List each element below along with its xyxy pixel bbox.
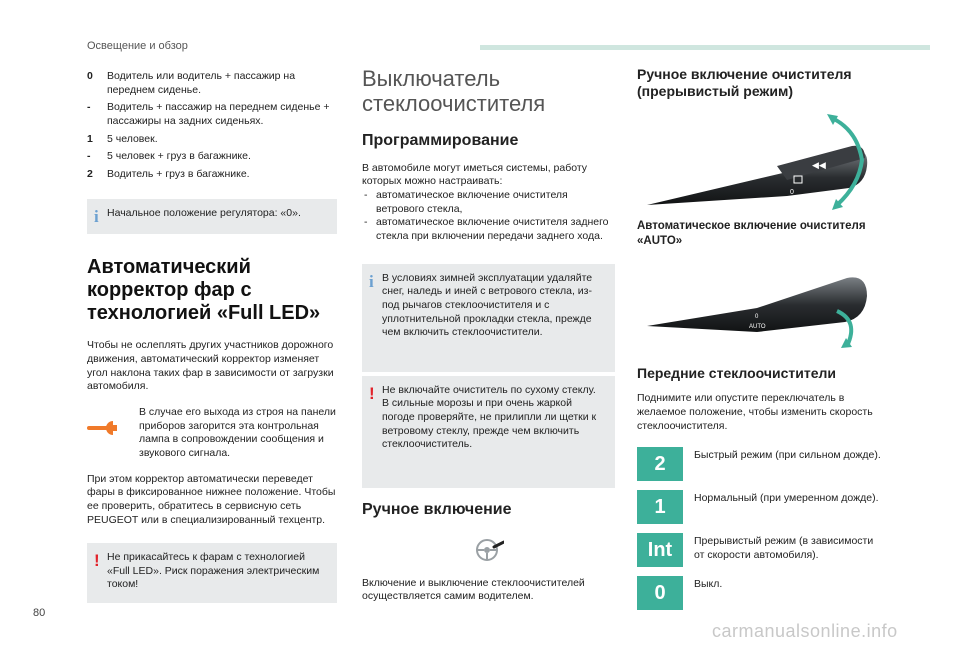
list-item xyxy=(87,150,337,164)
column-wiper-switch xyxy=(362,66,615,604)
stalk-mark-auto: AUTO xyxy=(749,324,766,331)
speed-label: Быстрый режим (при сильном дожде). xyxy=(694,449,881,462)
speed-list xyxy=(637,447,887,617)
paragraph: При этом корректор автоматически переведет фары в фиксированное нижнее положение. Чтобы ее проверить, обратитесь в сервисную сеть PEUGEOT или в специализированный техцентр. xyxy=(87,472,336,526)
list-marker: - xyxy=(87,150,91,163)
svg-text:◀◀: ◀◀ xyxy=(802,278,816,289)
speed-item-normal xyxy=(637,490,884,524)
list-text: 5 человек. xyxy=(107,132,158,145)
note-text: Начальное положение регулятора: «0». xyxy=(107,207,301,220)
warning-icon: ! xyxy=(369,383,375,403)
paragraph: Включение и выключение стеклоочистителей осуществляется самим водителем. xyxy=(362,576,585,603)
speed-badge: 2 xyxy=(637,447,683,481)
warning-note-full-led xyxy=(87,543,337,603)
list-text: Водитель + груз в багажнике. xyxy=(107,167,250,180)
section-title-full-led: Автоматический корректор фар с технологией «Full LED» xyxy=(87,256,321,325)
list-item xyxy=(87,70,337,97)
subsection-title-manual: Ручное включение xyxy=(362,500,512,518)
header-accent-bar xyxy=(480,45,930,50)
stalk-mark-off: 0 xyxy=(755,314,759,321)
subsection-title-programming: Программирование xyxy=(362,131,519,149)
subsection-title-auto: Автоматическое включение очистителя «AUTO» xyxy=(637,219,866,247)
speed-label: Выкл. xyxy=(694,578,723,591)
wrench-icon xyxy=(87,406,139,461)
svg-text:◀◀: ◀◀ xyxy=(812,159,826,170)
list-item xyxy=(87,133,337,147)
list-text: 5 человек + груз в багажнике. xyxy=(107,150,251,163)
page-title: Выключатель стеклоочистителя xyxy=(362,66,546,117)
list-marker: 2 xyxy=(87,167,93,180)
speed-item-off xyxy=(637,576,884,610)
load-list xyxy=(87,70,337,181)
note-text: Не включайте очиститель по сухому стеклу. В сильные морозы и при очень жаркой погоде проверяйте, не прилипли ли щетки к ветровому стеклу, прежде чем включить стеклоочиститель. xyxy=(382,383,597,451)
list-item xyxy=(362,216,615,243)
note-text: Не прикасайтесь к фарам с технологией «Full LED». Риск поражения электрическим током! xyxy=(107,551,320,591)
paragraph: Поднимите или опустите переключатель в желаемое положение, чтобы изменить скорость стеклоочистителя. xyxy=(637,392,873,432)
speed-badge: 0 xyxy=(637,576,683,610)
list-item xyxy=(87,101,337,128)
warning-note-dry-glass xyxy=(362,376,615,488)
steering-wheel-icon xyxy=(474,535,504,565)
paragraph: В случае его выхода из строя на панели приборов загорится эта контрольная лампа в сопровождении сообщения и звукового сигнала. xyxy=(139,406,336,459)
warning-icon: ! xyxy=(94,551,100,571)
column-load-and-headlamps xyxy=(87,70,337,603)
warning-lamp-block xyxy=(87,406,337,461)
column-wiper-modes xyxy=(637,66,887,617)
wiper-stalk-image-auto xyxy=(637,256,887,351)
speed-label: Прерывистый режим (в зависимости от скорости автомобиля). xyxy=(694,535,874,561)
list-text: автоматическое включение очистителя заднего стекла при включении передачи заднего хода. xyxy=(376,216,609,242)
list-item xyxy=(87,168,337,182)
list-item xyxy=(362,189,615,216)
speed-item-fast xyxy=(637,447,884,481)
list-text: Водитель + пассажир на переднем сиденье + пассажиры на задних сиденьях. xyxy=(107,101,330,127)
paragraph: Чтобы не ослеплять других участников дорожного движения, автоматический корректор изменяет угол наклона таких фар в зависимости от загрузки автомобиля. xyxy=(87,339,334,393)
svg-text:0: 0 xyxy=(790,188,794,196)
info-icon: i xyxy=(94,207,99,227)
list-text: Водитель или водитель + пассажир на переднем сиденье. xyxy=(107,70,296,96)
subsection-title-intermittent: Ручное включение очистителя (прерывистый режим) xyxy=(637,66,852,99)
list-marker: 1 xyxy=(87,132,93,145)
speed-badge: 1 xyxy=(637,490,683,524)
speed-label: Нормальный (при умеренном дожде). xyxy=(694,492,879,505)
speed-item-intermittent xyxy=(637,533,884,567)
list-marker: - xyxy=(364,189,368,202)
page-number: 80 xyxy=(33,607,46,619)
info-icon: i xyxy=(369,271,374,291)
watermark: carmanualsonline.info xyxy=(712,621,898,641)
info-note-winter xyxy=(362,264,615,372)
wiper-stalk-image-intermittent xyxy=(637,110,887,215)
speed-badge: Int xyxy=(637,533,683,567)
list-marker: 0 xyxy=(87,70,93,82)
paragraph: В автомобиле могут иметься системы, работу которых можно настраивать: xyxy=(362,161,588,188)
list-text: автоматическое включение очистителя ветрового стекла, xyxy=(376,189,568,215)
info-note-initial-position xyxy=(87,199,337,234)
note-text: В условиях зимней эксплуатации удаляйте снег, наледь и иней с ветрового стекла, из-под рычагов стеклоочистителя и с уплотнительной прокладки стекла, прежде чем включить стеклоочистители. xyxy=(382,271,593,339)
list-marker: - xyxy=(364,216,368,229)
subsection-title-front-wipers: Передние стеклоочистители xyxy=(637,365,837,382)
section-header-title: Освещение и обзор xyxy=(87,40,188,52)
list-marker: - xyxy=(87,101,91,114)
